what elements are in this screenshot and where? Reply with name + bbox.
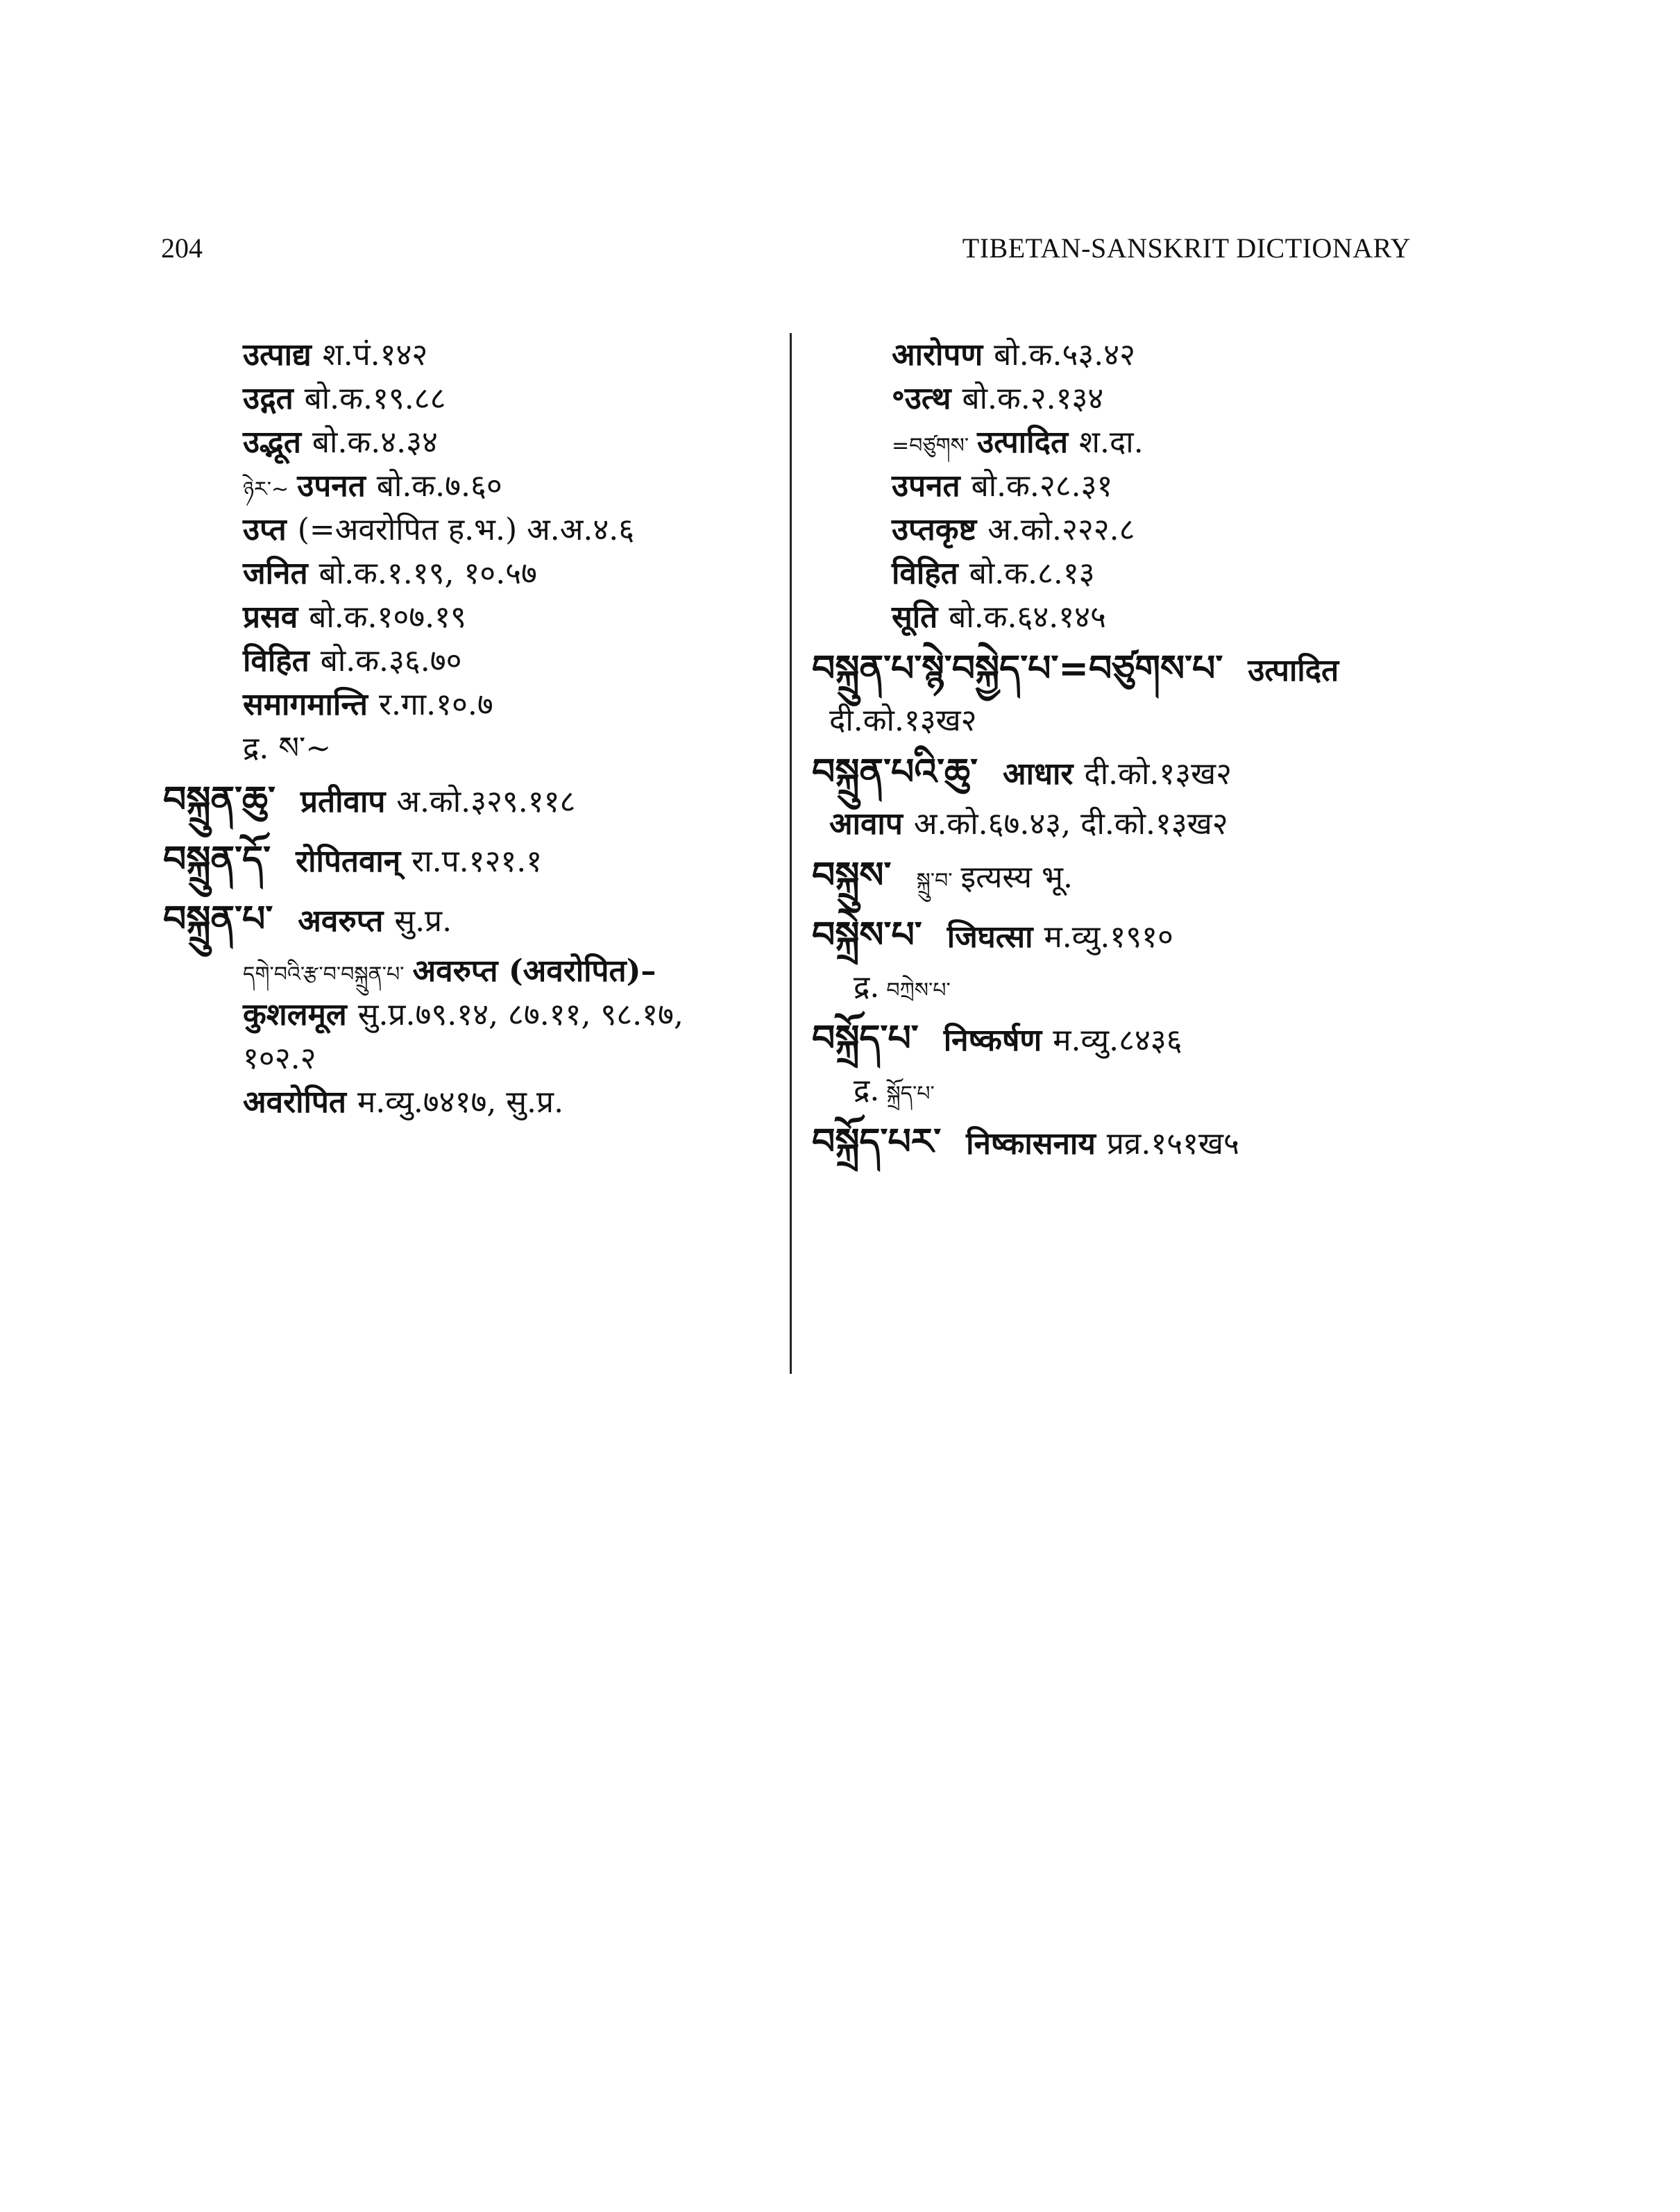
sense-line: उप्तकृष्ट अ.को.२२२.८: [892, 512, 1135, 547]
right-column: [812, 333, 1436, 1172]
cross-reference: द्र. བཀྲེས་པ་: [854, 969, 951, 1005]
sense-line: सूति बो.क.६४.१४५: [892, 599, 1106, 635]
dictionary-entry: བསྐྲུས་ སྐྲུ་བ་ इत्यस्य भू.: [812, 855, 1073, 896]
dictionary-entry: བསྐྲུན་པ་སྙེ་བསྐྱེད་པ་=བཙུགས་པ་ उत्पादित: [812, 648, 1339, 690]
tibetan-headword: བསྐྲུན་ཆུ་: [163, 779, 275, 821]
sense-line: समागमान्ति र.गा.१०.७: [243, 687, 493, 722]
sense-line: आवाप अ.को.६७.४३, दी.को.१३ख२: [829, 806, 1228, 842]
tibetan-headword: བསྐྲོད་པར་: [812, 1121, 942, 1163]
sense-line: དགེ་བའི་རྩ་བ་བསྐྲུན་པ་ अवरुप्त (अवरोपित)–: [243, 953, 656, 989]
sense-line: उद्भूत बो.क.४.३४: [243, 425, 438, 460]
tibetan-headword: བསྐྲུན་པ་སྙེ་བསྐྱེད་པ་=བཙུགས་པ་: [812, 648, 1223, 690]
dictionary-entry: བསྐྲུན་ཆུ་ प्रतीवाप अ.को.३२९.११८: [163, 779, 576, 821]
sense-line: विहित बो.क.३६.७०: [243, 643, 462, 679]
cross-reference: द्र. སྐྲོད་པ་: [854, 1073, 935, 1108]
tibetan-headword: བསྐྲོད་པ་: [812, 1018, 919, 1060]
sense-line: जनित बो.क.१.१९, १०.५७: [243, 556, 537, 591]
dictionary-entry: བསྐྲུན་དོ་ रोपितवान् रा.प.१२१.१: [163, 839, 543, 880]
sense-line: कुशलमूल सु.प्र.७९.१४, ८७.११, ९८.१७,: [243, 997, 684, 1032]
tibetan-headword: བསྐྲུན་པའི་ཆུ་: [812, 751, 978, 793]
running-head: TIBETAN-SANSKRIT DICTIONARY: [962, 232, 1411, 264]
dictionary-entry: བསྐྲོད་པ་ निष्कर्षण म.व्यु.८४३६: [812, 1018, 1182, 1060]
tibetan-headword: བསྐྲུན་པ་: [163, 899, 273, 940]
sense-line: =བཙུགས་ उत्पादित श.दा.: [892, 425, 1144, 460]
dictionary-entry: བསྐྲེས་པ་ जिघत्सा म.व्यु.१९१०: [812, 914, 1173, 956]
page-number: 204: [161, 232, 203, 264]
sense-line: विहित बो.क.८.१३: [892, 556, 1095, 591]
sense-line: उपनत बो.क.२८.३१: [892, 468, 1113, 504]
left-column: [163, 333, 788, 1124]
dictionary-entry: བསྐྲུན་པའི་ཆུ་ आधार दी.को.१३ख२: [812, 751, 1232, 793]
sense-line: ཉེར་~ उपनत बो.क.७.६०: [243, 468, 502, 504]
sense-line: उद्गत बो.क.१९.८८: [243, 381, 446, 416]
sense-line: अवरोपित म.व्यु.७४१७, सु.प्र.: [243, 1084, 564, 1120]
sense-line: उत्पाद्य श.पं.१४२: [243, 337, 428, 373]
sense-line: आरोपण बो.क.५३.४२: [892, 337, 1135, 373]
sense-line: उप्त (=अवरोपित ह.भ.) अ.अ.४.६: [243, 512, 635, 547]
cross-reference: द्र. ས་~: [243, 731, 332, 766]
tibetan-headword: བསྐྲེས་པ་: [812, 914, 922, 956]
column-divider: [790, 333, 792, 1374]
tibetan-headword: བསྐྲུས་: [812, 855, 892, 896]
sense-line: प्रसव बो.क.१०७.१९: [243, 599, 466, 635]
tibetan-headword: བསྐྲུན་དོ་: [163, 839, 271, 880]
sense-line: ॰उत्थ बो.क.२.१३४: [892, 381, 1104, 416]
sense-line: १०२.२: [243, 1041, 316, 1076]
dictionary-entry: བསྐྲུན་པ་ अवरुप्त सु.प्र.: [163, 899, 452, 940]
sense-line: दी.को.१३ख२: [829, 703, 977, 738]
dictionary-entry: བསྐྲོད་པར་ निष्कासनाय प्रव्र.१५१ख५: [812, 1121, 1239, 1163]
